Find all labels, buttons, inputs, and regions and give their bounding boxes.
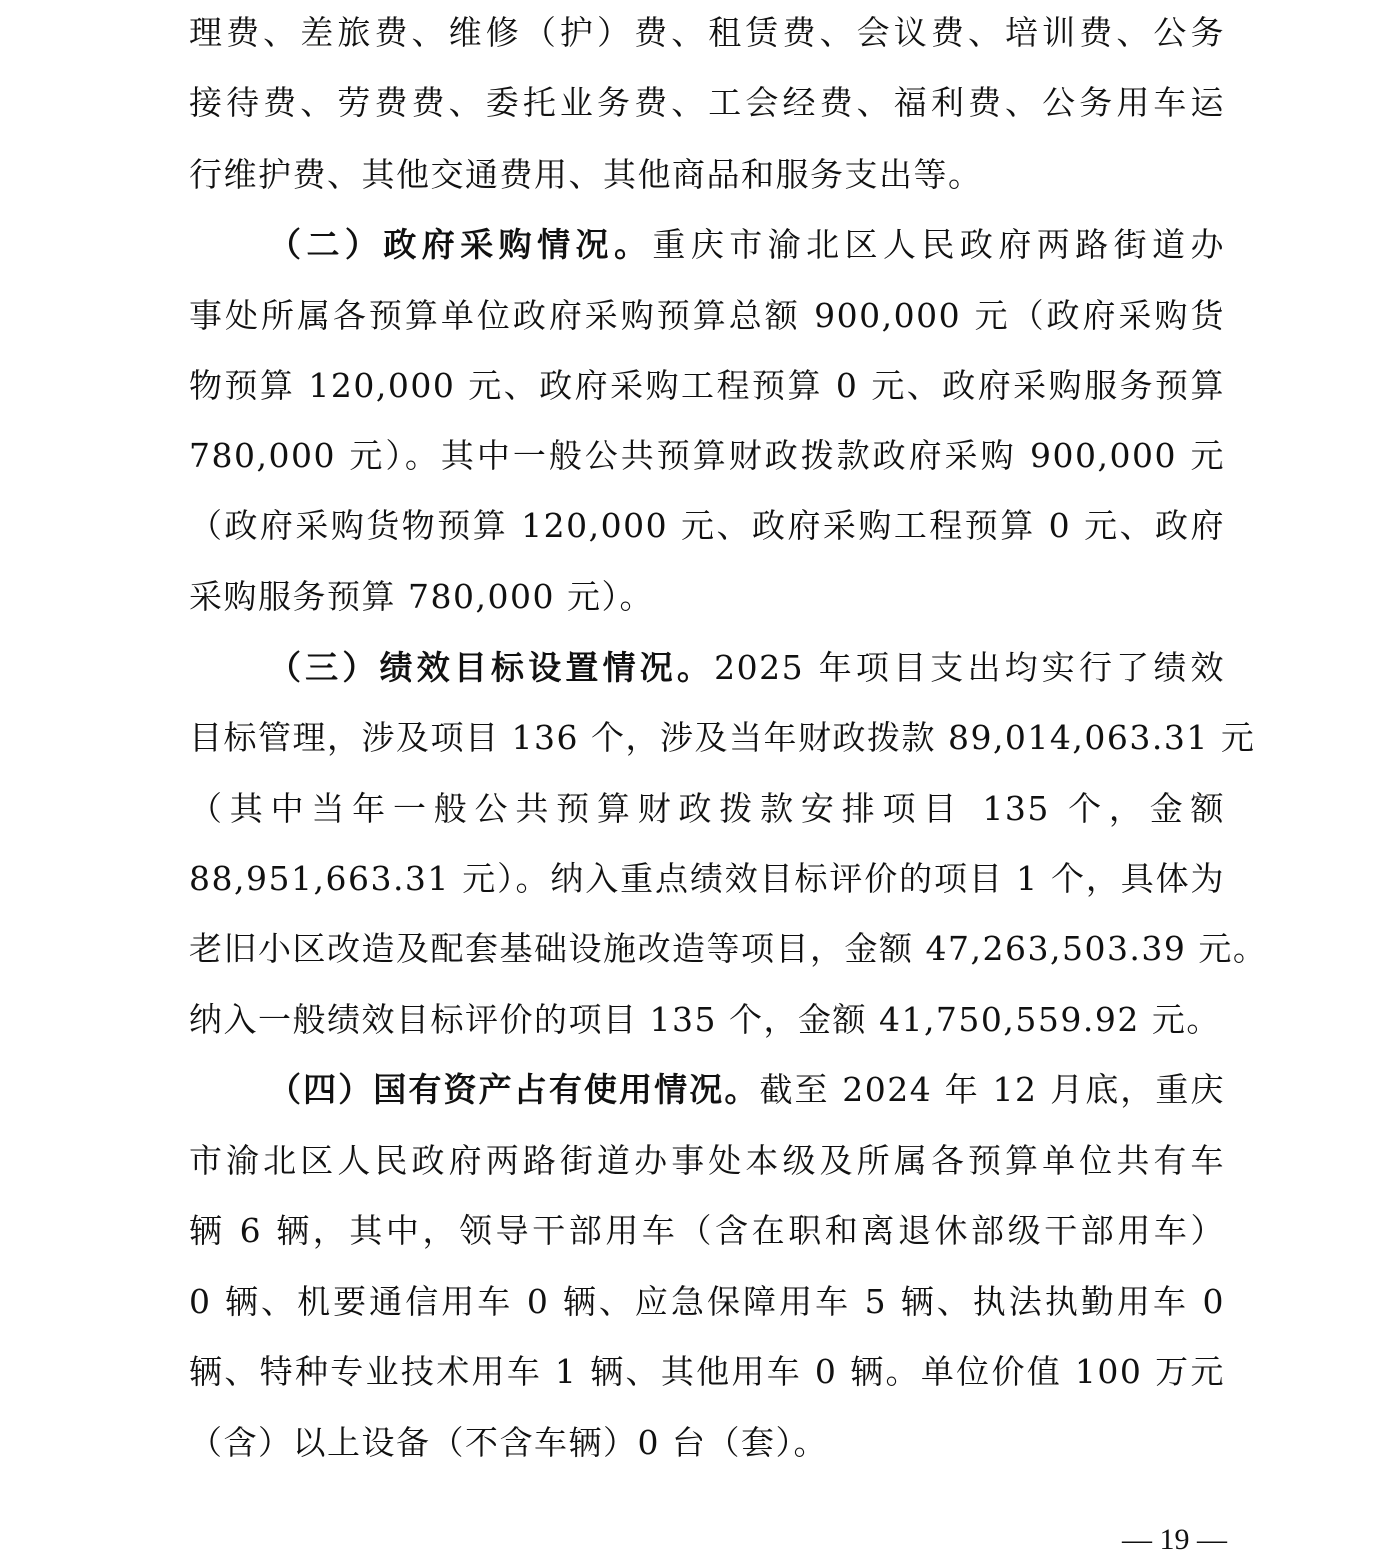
paragraph-line: 0 辆、机要通信用车 0 辆、应急保障用车 5 辆、执法执勤用车 0 xyxy=(189,1282,1225,1321)
paragraph-line: 780,000 元）。其中一般公共预算财政拨款政府采购 900,000 元 xyxy=(189,436,1225,475)
paragraph-line: 理费、差旅费、维修（护）费、租赁费、会议费、培训费、公务 xyxy=(189,13,1225,52)
page-number: — 19 — xyxy=(1122,1523,1227,1556)
section-2-first-line xyxy=(268,217,1225,273)
paragraph-line: （含）以上设备（不含车辆）0 台（套）。 xyxy=(189,1423,828,1462)
section-3-first-line xyxy=(268,640,1225,696)
paragraph-line: 采购服务预算 780,000 元）。 xyxy=(189,577,654,616)
section-4-heading: （四）国有资产占有使用情况。 xyxy=(268,1070,760,1109)
paragraph-line: 88,951,663.31 元）。纳入重点绩效目标评价的项目 1 个，具体为 xyxy=(189,859,1225,898)
paragraph-line: 纳入一般绩效目标评价的项目 135 个，金额 41,750,559.92 元。 xyxy=(189,1000,1221,1039)
paragraph-line: 目标管理，涉及项目 136 个，涉及当年财政拨款 89,014,063.31 元 xyxy=(189,718,1256,757)
section-3-first-line-text: 2025 年项目支出均实行了绩效 xyxy=(714,648,1226,687)
section-2-first-line-text: 重庆市渝北区人民政府两路街道办 xyxy=(652,225,1225,264)
section-3-heading: （三）绩效目标设置情况。 xyxy=(268,648,715,687)
paragraph-line: 辆、特种专业技术用车 1 辆、其他用车 0 辆。单位价值 100 万元 xyxy=(189,1352,1225,1391)
paragraph-line: 事处所属各预算单位政府采购预算总额 900,000 元（政府采购货 xyxy=(189,296,1225,335)
paragraph-line: 老旧小区改造及配套基础设施改造等项目，金额 47,263,503.39 元。 xyxy=(189,929,1268,968)
paragraph-line: （其中当年一般公共预算财政拨款安排项目 135 个，金额 xyxy=(189,789,1225,828)
paragraph-line: 行维护费、其他交通费用、其他商品和服务支出等。 xyxy=(189,155,983,194)
paragraph-line: 物预算 120,000 元、政府采购工程预算 0 元、政府采购服务预算 xyxy=(189,366,1225,405)
paragraph-line: 辆 6 辆，其中，领导干部用车（含在职和离退休部级干部用车） xyxy=(189,1211,1225,1250)
paragraph-line: 市渝北区人民政府两路街道办事处本级及所属各预算单位共有车 xyxy=(189,1141,1225,1180)
section-4-first-line-text: 截至 2024 年 12 月底，重庆 xyxy=(759,1070,1225,1109)
paragraph-line: 接待费、劳费费、委托业务费、工会经费、福利费、公务用车运 xyxy=(189,83,1225,122)
section-4-first-line xyxy=(268,1062,1225,1118)
section-2-heading: （二）政府采购情况。 xyxy=(268,225,653,264)
paragraph-line: （政府采购货物预算 120,000 元、政府采购工程预算 0 元、政府 xyxy=(189,506,1225,545)
